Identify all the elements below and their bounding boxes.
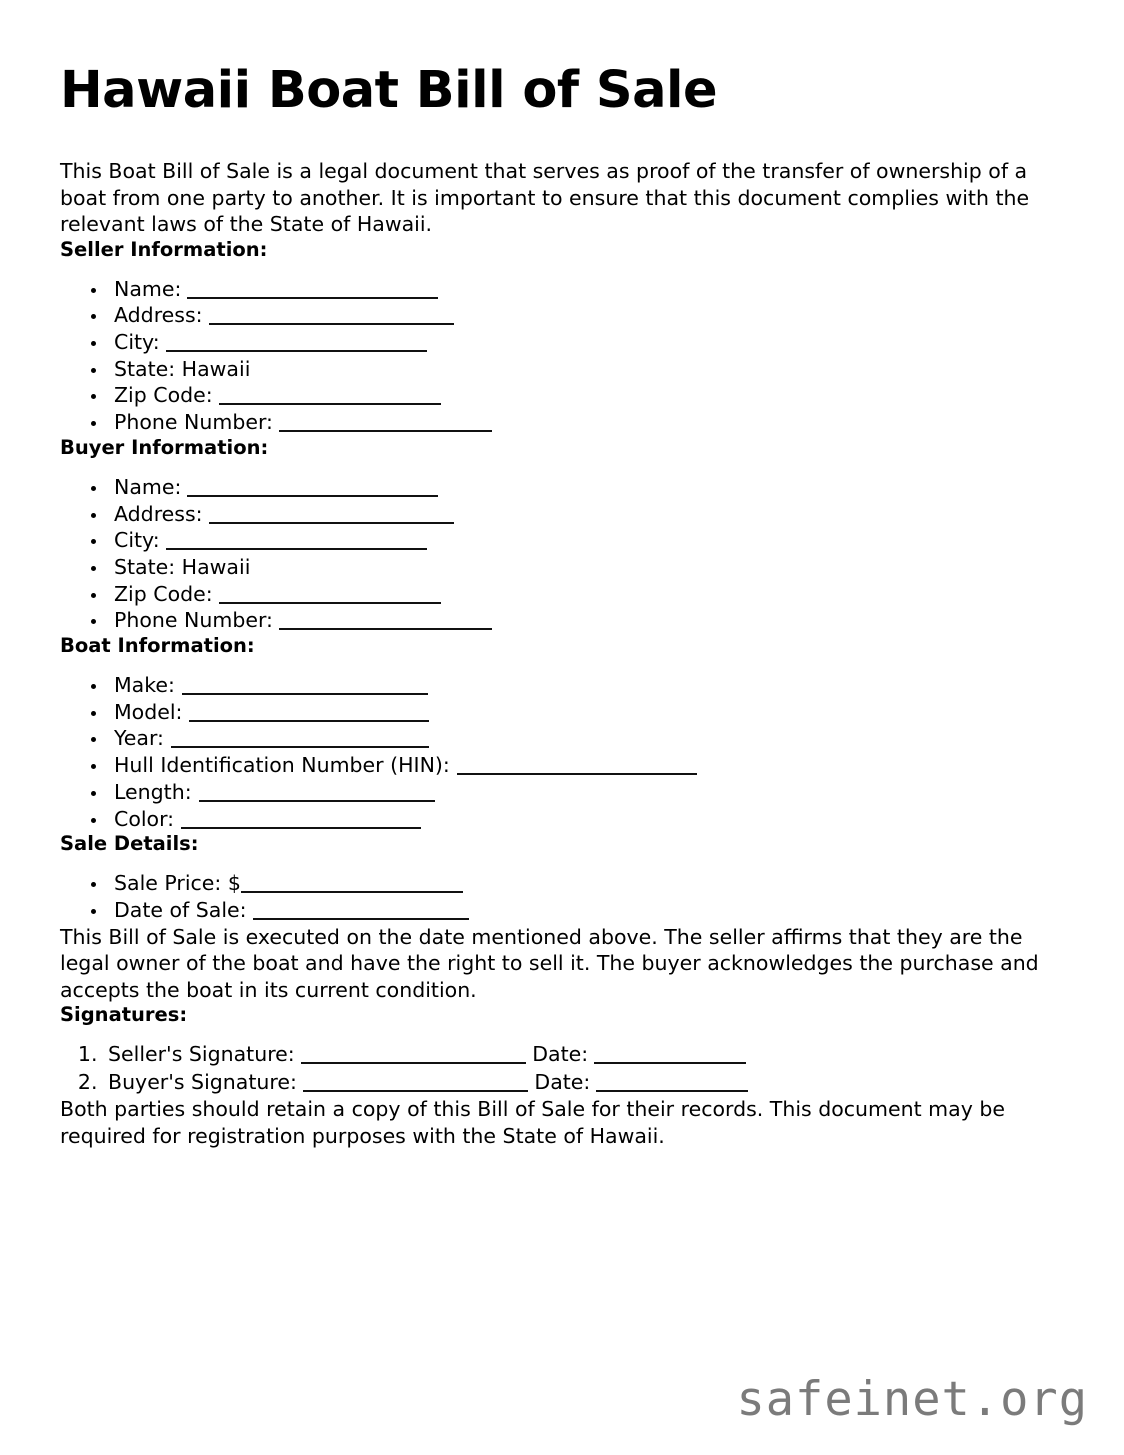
buyer-address-label: Address: bbox=[114, 501, 203, 526]
seller-name-field bbox=[108, 276, 1064, 303]
buyer-phone-label: Phone Number: bbox=[114, 608, 273, 633]
signatures-heading: Signatures: bbox=[60, 1003, 188, 1027]
boat-color-blank[interactable] bbox=[181, 807, 421, 828]
buyer-date-blank[interactable] bbox=[596, 1070, 748, 1091]
boat-make-field bbox=[108, 672, 1064, 699]
buyer-name-label: Name: bbox=[114, 474, 182, 499]
buyer-zip-label: Zip Code: bbox=[114, 581, 213, 606]
seller-name-label: Name: bbox=[114, 276, 182, 301]
seller-state-label: State: Hawaii bbox=[114, 356, 251, 381]
seller-fields-list bbox=[60, 276, 1064, 436]
seller-zip-label: Zip Code: bbox=[114, 383, 213, 408]
buyer-state-field bbox=[108, 554, 1064, 581]
seller-date-blank[interactable] bbox=[594, 1043, 746, 1064]
boat-model-label: Model: bbox=[114, 699, 183, 724]
sale-date-field bbox=[108, 897, 1064, 924]
buyer-address-field bbox=[108, 501, 1064, 528]
page-title: Hawaii Boat Bill of Sale bbox=[60, 61, 718, 120]
seller-zip-field bbox=[108, 382, 1064, 409]
seller-signature-row bbox=[104, 1041, 1064, 1069]
buyer-address-blank[interactable] bbox=[209, 502, 454, 523]
boat-fields-list bbox=[60, 672, 1064, 832]
seller-address-blank[interactable] bbox=[209, 304, 454, 325]
boat-color-field bbox=[108, 806, 1064, 833]
boat-hin-field bbox=[108, 752, 1064, 779]
seller-address-label: Address: bbox=[114, 303, 203, 328]
seller-phone-field bbox=[108, 409, 1064, 436]
seller-city-field bbox=[108, 329, 1064, 356]
sale-price-label: Sale Price: $ bbox=[114, 871, 241, 896]
boat-length-field bbox=[108, 779, 1064, 806]
boat-year-blank[interactable] bbox=[171, 727, 429, 748]
seller-information-heading: Seller Information: bbox=[60, 237, 268, 261]
boat-color-label: Color: bbox=[114, 806, 175, 831]
buyer-city-blank[interactable] bbox=[166, 529, 427, 550]
seller-state-field bbox=[108, 356, 1064, 383]
site-watermark: safeinet.org bbox=[736, 1372, 1088, 1427]
sale-details-list bbox=[60, 870, 1064, 923]
boat-model-blank[interactable] bbox=[189, 700, 429, 721]
signatures-list bbox=[60, 1041, 1064, 1096]
seller-city-label: City: bbox=[114, 330, 160, 355]
boat-model-field bbox=[108, 699, 1064, 726]
boat-make-label: Make: bbox=[114, 673, 175, 698]
buyer-phone-blank[interactable] bbox=[279, 609, 492, 630]
seller-signature-label: Seller's Signature: bbox=[108, 1042, 295, 1067]
sale-price-blank[interactable] bbox=[241, 872, 463, 893]
boat-hin-blank[interactable] bbox=[457, 754, 697, 775]
buyer-name-field bbox=[108, 474, 1064, 501]
sale-date-label: Date of Sale: bbox=[114, 897, 247, 922]
boat-make-blank[interactable] bbox=[182, 674, 428, 695]
intro-paragraph: This Boat Bill of Sale is a legal document that serves as proof of the transfer of ownership of a boat from one party to another. It is important to ensure that this document complies with the relevant laws of the State of Hawaii. bbox=[60, 159, 1030, 237]
seller-phone-blank[interactable] bbox=[279, 411, 492, 432]
closing-paragraph: Both parties should retain a copy of this Bill of Sale for their records. This document may be required for registration purposes with the State of Hawaii. bbox=[60, 1097, 1005, 1148]
boat-length-label: Length: bbox=[114, 779, 192, 804]
sale-date-blank[interactable] bbox=[253, 899, 469, 920]
sale-details-heading: Sale Details: bbox=[60, 832, 199, 856]
buyer-date-label: Date: bbox=[534, 1069, 591, 1094]
buyer-signature-label: Buyer's Signature: bbox=[108, 1069, 297, 1094]
execution-paragraph: This Bill of Sale is executed on the date mentioned above. The seller affirms that they are the legal owner of the boat and have the right to sell it. The buyer acknowledges the purchase and accepts the boat in its current condition. bbox=[60, 924, 1039, 1002]
seller-address-field bbox=[108, 302, 1064, 329]
boat-year-field bbox=[108, 725, 1064, 752]
buyer-zip-field bbox=[108, 581, 1064, 608]
boat-year-label: Year: bbox=[114, 726, 164, 751]
buyer-city-field bbox=[108, 527, 1064, 554]
buyer-name-blank[interactable] bbox=[187, 475, 438, 496]
seller-zip-blank[interactable] bbox=[219, 384, 441, 405]
seller-phone-label: Phone Number: bbox=[114, 410, 273, 435]
buyer-signature-row bbox=[104, 1069, 1064, 1097]
buyer-phone-field bbox=[108, 607, 1064, 634]
seller-date-label: Date: bbox=[532, 1042, 589, 1067]
buyer-signature-blank[interactable] bbox=[303, 1070, 528, 1091]
buyer-information-heading: Buyer Information: bbox=[60, 435, 269, 459]
boat-information-heading: Boat Information: bbox=[60, 634, 255, 658]
buyer-city-label: City: bbox=[114, 528, 160, 553]
seller-city-blank[interactable] bbox=[166, 331, 427, 352]
buyer-state-label: State: Hawaii bbox=[114, 554, 251, 579]
boat-length-blank[interactable] bbox=[199, 780, 435, 801]
seller-name-blank[interactable] bbox=[187, 277, 438, 298]
buyer-zip-blank[interactable] bbox=[219, 582, 441, 603]
seller-signature-blank[interactable] bbox=[301, 1043, 526, 1064]
buyer-fields-list bbox=[60, 474, 1064, 634]
boat-hin-label: Hull Identification Number (HIN): bbox=[114, 753, 450, 778]
sale-price-field bbox=[108, 870, 1064, 897]
